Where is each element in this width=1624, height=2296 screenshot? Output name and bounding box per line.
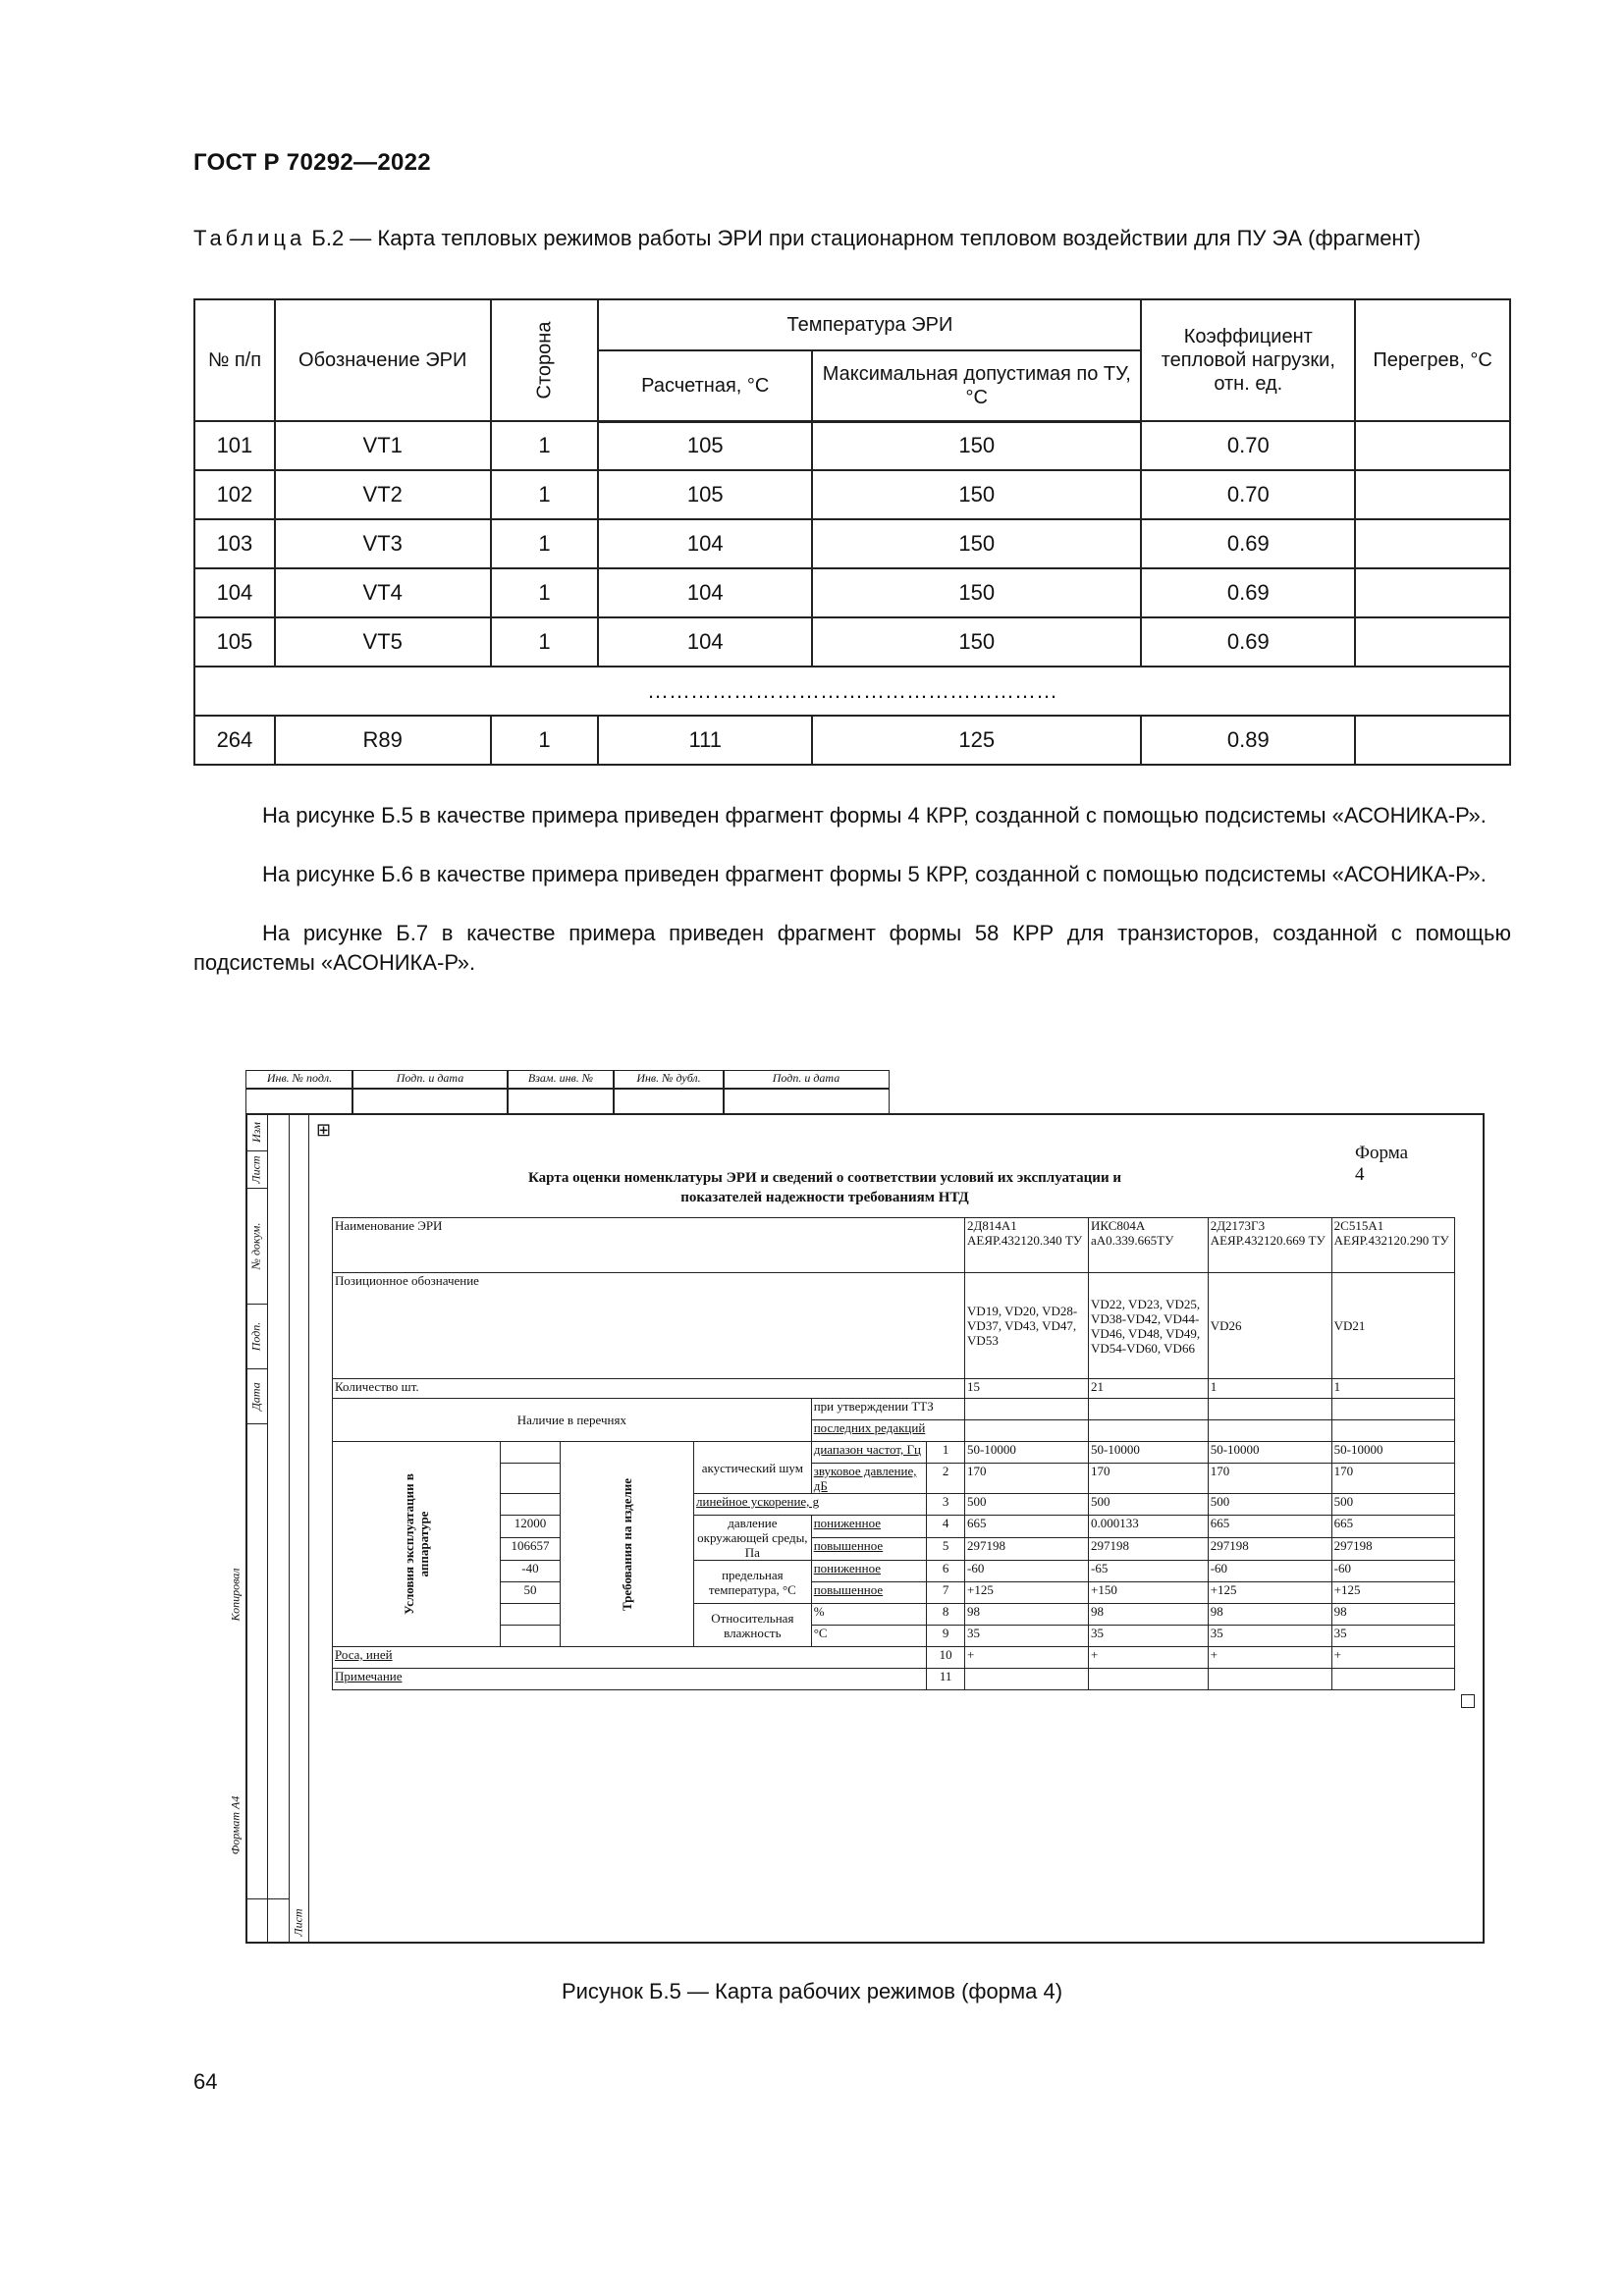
humidity-label: Относительная влажность	[694, 1604, 812, 1647]
stamp-replace-inv: Взам. инв. №	[507, 1070, 615, 1090]
header-calc: Расчетная, °С	[598, 350, 812, 421]
empty-cell	[1331, 1399, 1454, 1420]
row-num: 5	[927, 1538, 965, 1561]
cell-side: 1	[491, 519, 599, 568]
side-label-sheet-bottom	[289, 1904, 308, 1940]
qty-col-1: 15	[965, 1379, 1089, 1399]
value-cell: +150	[1089, 1582, 1209, 1604]
side-label-doc-num	[245, 1211, 267, 1280]
value-cell: +	[1331, 1647, 1454, 1669]
lists-sub-ttz: при утверждении ТТЗ	[811, 1399, 964, 1420]
ellipsis-cell: …………………………………………………	[194, 667, 1510, 716]
stamp-inv-dup: Инв. № дубл.	[613, 1070, 725, 1090]
cell-max: 150	[812, 470, 1141, 519]
form-4-table	[332, 1217, 1455, 1690]
side-label-text: Подп.	[248, 1321, 263, 1351]
header-coef: Коэффициент тепловой нагрузки, отн. ед.	[1141, 299, 1355, 421]
row-num: 6	[927, 1561, 965, 1582]
page-number: 64	[193, 2069, 218, 2094]
cell-coef: 0.69	[1141, 519, 1355, 568]
resize-handle-icon[interactable]	[1461, 1694, 1475, 1708]
cell-max: 150	[812, 421, 1141, 470]
note-label: Примечание	[333, 1669, 927, 1690]
increased-label: повышенное	[811, 1538, 927, 1561]
value-cell: 297198	[965, 1538, 1089, 1561]
header-temp-group: Температура ЭРИ	[598, 299, 1141, 350]
cell-overheat	[1355, 470, 1510, 519]
empty-cell	[965, 1420, 1089, 1442]
freq-range-label: диапазон частот, Гц	[811, 1442, 927, 1464]
limit-temp-label: предельная температура, °С	[694, 1561, 812, 1604]
empty-cell	[1089, 1420, 1209, 1442]
header-max: Максимальная допустимая по ТУ, °С	[812, 350, 1141, 421]
stripe-divider	[308, 1113, 309, 1944]
dew-label: Роса, иней	[333, 1647, 927, 1669]
cell-overheat	[1355, 519, 1510, 568]
table-row	[194, 519, 1510, 568]
row-num: 3	[927, 1494, 965, 1516]
value-cell: -60	[965, 1561, 1089, 1582]
value-cell	[1331, 1669, 1454, 1690]
side-label-format	[216, 1781, 255, 1869]
cell-calc: 104	[598, 617, 812, 667]
value-cell: 500	[1208, 1494, 1331, 1516]
side-label-text: Копировал	[228, 1568, 243, 1621]
thermal-modes-table	[193, 298, 1511, 766]
value-cell: 170	[1331, 1464, 1454, 1494]
cell-num: 104	[194, 568, 275, 617]
side-label-text: Лист	[291, 1907, 305, 1937]
cond-value: -40	[501, 1561, 561, 1582]
row-num: 9	[927, 1626, 965, 1647]
value-cell: +125	[1208, 1582, 1331, 1604]
header-side-text: Сторона	[533, 321, 556, 400]
value-cell: 98	[1331, 1604, 1454, 1626]
header-side	[491, 299, 599, 421]
cell-overheat	[1355, 716, 1510, 765]
header-overheat: Перегрев, °С	[1355, 299, 1510, 421]
cond-value: 106657	[501, 1538, 561, 1561]
paragraph-fig-b7: На рисунке Б.7 в качестве примера приведен фрагмент формы 58 КРР для транзисторов, созданной с помощью подсистемы «АСОНИКА-Р».	[193, 921, 1511, 975]
value-cell: +	[1089, 1647, 1209, 1669]
side-label-text: Формат А4	[228, 1795, 243, 1854]
cell-calc: 104	[598, 568, 812, 617]
value-cell: 297198	[1331, 1538, 1454, 1561]
value-cell: 0.000133	[1089, 1516, 1209, 1538]
requirements-label-text: Требования на изделие	[619, 1477, 634, 1611]
cell-overheat	[1355, 568, 1510, 617]
value-cell: -60	[1208, 1561, 1331, 1582]
value-cell: 500	[1089, 1494, 1209, 1516]
cond-value-empty	[501, 1626, 561, 1647]
row-num: 8	[927, 1604, 965, 1626]
stripe-divider	[289, 1113, 290, 1944]
value-cell: 98	[1089, 1604, 1209, 1626]
cell-calc: 105	[598, 421, 812, 470]
cell-designation: VT5	[275, 617, 491, 667]
cell-overheat	[1355, 617, 1510, 667]
cell-max: 125	[812, 716, 1141, 765]
cell-coef: 0.69	[1141, 617, 1355, 667]
empty-cell	[1089, 1399, 1209, 1420]
cell-side: 1	[491, 568, 599, 617]
table-row	[194, 421, 1510, 470]
stamp-inv-orig: Инв. № подл.	[245, 1070, 353, 1090]
empty-cell	[1208, 1420, 1331, 1442]
value-cell: +125	[1331, 1582, 1454, 1604]
value-cell: 98	[965, 1604, 1089, 1626]
value-cell: 665	[1208, 1516, 1331, 1538]
cond-value-empty	[501, 1464, 561, 1494]
stripe-divider	[245, 1423, 267, 1424]
cond-value-empty	[501, 1604, 561, 1626]
cond-value-empty	[501, 1442, 561, 1464]
row-num: 1	[927, 1442, 965, 1464]
sound-pressure-label: звуковое давление, дБ	[811, 1464, 927, 1494]
form-number-label: Форма 4	[1355, 1143, 1409, 1185]
expand-plus-icon[interactable]: ⊞	[316, 1120, 332, 1140]
header-designation: Обозначение ЭРИ	[275, 299, 491, 421]
stamp-box	[352, 1088, 509, 1115]
row-num: 4	[927, 1516, 965, 1538]
stamp-sign-date-2: Подп. и дата	[723, 1070, 890, 1090]
value-cell: 35	[1208, 1626, 1331, 1647]
form-title	[334, 1168, 1316, 1207]
cell-designation: VT3	[275, 519, 491, 568]
value-cell: 500	[1331, 1494, 1454, 1516]
cond-value-empty	[501, 1494, 561, 1516]
cell-designation: R89	[275, 716, 491, 765]
cell-num: 103	[194, 519, 275, 568]
side-label-date	[245, 1374, 267, 1417]
row-num: 10	[927, 1647, 965, 1669]
cell-num: 264	[194, 716, 275, 765]
cell-coef: 0.70	[1141, 421, 1355, 470]
stamp-sign-date: Подп. и дата	[352, 1070, 509, 1090]
empty-cell	[1331, 1420, 1454, 1442]
ambient-pressure-label: давление окружающей среды, Па	[694, 1516, 812, 1561]
cell-side: 1	[491, 617, 599, 667]
conditions-label	[333, 1442, 501, 1647]
name-label: Наименование ЭРИ	[333, 1218, 965, 1273]
table-row	[194, 568, 1510, 617]
cell-num: 105	[194, 617, 275, 667]
reduced-label: пониженное	[811, 1561, 927, 1582]
percent-label: %	[811, 1604, 927, 1626]
cond-value: 50	[501, 1582, 561, 1604]
cell-coef: 0.89	[1141, 716, 1355, 765]
value-cell	[1089, 1669, 1209, 1690]
value-cell: 35	[1089, 1626, 1209, 1647]
value-cell: 50-10000	[1208, 1442, 1331, 1464]
row-num: 7	[927, 1582, 965, 1604]
value-cell: 170	[1089, 1464, 1209, 1494]
ellipsis-row	[194, 667, 1510, 716]
value-cell: +125	[965, 1582, 1089, 1604]
qty-label: Количество шт.	[333, 1379, 965, 1399]
name-col-4: 2С515А1 АЕЯР.432120.290 ТУ	[1331, 1218, 1454, 1273]
side-label-text: Лист	[248, 1154, 263, 1184]
side-label-text: № докум.	[248, 1222, 263, 1269]
cond-value: 12000	[501, 1516, 561, 1538]
qty-col-4: 1	[1331, 1379, 1454, 1399]
stamp-box	[723, 1088, 890, 1115]
lists-label: Наличие в перечнях	[333, 1399, 812, 1442]
side-label-sheet	[245, 1154, 267, 1184]
cell-num: 102	[194, 470, 275, 519]
cell-overheat	[1355, 421, 1510, 470]
linear-accel-label: линейное ускорение, g	[694, 1494, 927, 1516]
value-cell: +	[965, 1647, 1089, 1669]
stripe-divider	[245, 1188, 267, 1189]
empty-cell	[1208, 1399, 1331, 1420]
table-caption	[193, 224, 1511, 253]
value-cell: 35	[965, 1626, 1089, 1647]
form-title-line-1: Карта оценки номенклатуры ЭРИ и сведений о соответствии условий их эксплуатации и	[528, 1170, 1121, 1186]
value-cell	[1208, 1669, 1331, 1690]
cell-max: 150	[812, 568, 1141, 617]
cell-coef: 0.69	[1141, 568, 1355, 617]
side-label-text: Дата	[248, 1381, 263, 1411]
name-col-3: 2Д2173Г3 АЕЯР.432120.669 ТУ	[1208, 1218, 1331, 1273]
stripe-divider	[245, 1304, 267, 1305]
name-col-2: ИКС804А аА0.339.665ТУ	[1089, 1218, 1209, 1273]
cell-designation: VT4	[275, 568, 491, 617]
side-label-sign	[245, 1309, 267, 1362]
value-cell: 170	[965, 1464, 1089, 1494]
value-cell: 98	[1208, 1604, 1331, 1626]
table-caption-prefix: Таблица	[193, 226, 306, 250]
stripe-divider	[245, 1368, 267, 1369]
cell-side: 1	[491, 421, 599, 470]
value-cell: -65	[1089, 1561, 1209, 1582]
value-cell: 170	[1208, 1464, 1331, 1494]
stamp-box	[613, 1088, 725, 1115]
cell-calc: 111	[598, 716, 812, 765]
reduced-label: пониженное	[811, 1516, 927, 1538]
lists-sub-recent: последних редакций	[811, 1420, 964, 1442]
table-caption-text: Б.2 — Карта тепловых режимов работы ЭРИ при стационарном тепловом воздействии для ПУ ЭА (фрагмент)	[311, 226, 1421, 250]
cell-designation: VT1	[275, 421, 491, 470]
stripe-divider	[245, 1150, 267, 1151]
form-title-line-2: показателей надежности требованиям НТД	[680, 1190, 969, 1205]
row-num: 2	[927, 1464, 965, 1494]
cell-side: 1	[491, 716, 599, 765]
position-col-3: VD26	[1208, 1273, 1331, 1379]
cell-max: 150	[812, 519, 1141, 568]
value-cell: 665	[965, 1516, 1089, 1538]
paragraph-fig-b5: На рисунке Б.5 в качестве примера приведен фрагмент формы 4 КРР, созданной с помощью подсистемы «АСОНИКА-Р».	[262, 803, 1487, 828]
qty-col-3: 1	[1208, 1379, 1331, 1399]
position-col-2: VD22, VD23, VD25, VD38-VD42, VD44-VD46, VD48, VD49, VD54-VD60, VD66	[1089, 1273, 1209, 1379]
name-col-1: 2Д814А1 АЕЯР.432120.340 ТУ	[965, 1218, 1089, 1273]
cell-max: 150	[812, 617, 1141, 667]
figure-caption: Рисунок Б.5 — Карта рабочих режимов (форма 4)	[561, 1979, 1063, 2003]
cell-calc: 104	[598, 519, 812, 568]
value-cell: +	[1208, 1647, 1331, 1669]
stamp-box	[245, 1088, 353, 1115]
deg-label: °С	[811, 1626, 927, 1647]
value-cell: 50-10000	[1331, 1442, 1454, 1464]
value-cell: 50-10000	[1089, 1442, 1209, 1464]
empty-cell	[965, 1399, 1089, 1420]
stripe-divider	[267, 1113, 268, 1944]
document-code: ГОСТ Р 70292—2022	[193, 149, 431, 176]
left-stripe	[228, 1113, 310, 1944]
acoustic-label: акустический шум	[694, 1442, 812, 1494]
value-cell: 35	[1331, 1626, 1454, 1647]
side-label-change	[245, 1117, 267, 1147]
paragraph-fig-b6: На рисунке Б.6 в качестве примера приведен фрагмент формы 5 КРР, созданной с помощью подсистемы «АСОНИКА-Р».	[262, 862, 1487, 886]
cell-side: 1	[491, 470, 599, 519]
cell-designation: VT2	[275, 470, 491, 519]
stripe-divider	[245, 1898, 289, 1899]
position-label: Позиционное обозначение	[333, 1273, 965, 1379]
cell-num: 101	[194, 421, 275, 470]
side-label-copied	[216, 1545, 255, 1643]
cell-coef: 0.70	[1141, 470, 1355, 519]
position-col-1: VD19, VD20, VD28-VD37, VD43, VD47, VD53	[965, 1273, 1089, 1379]
requirements-label	[560, 1442, 693, 1647]
position-col-4: VD21	[1331, 1273, 1454, 1379]
conditions-label-text: Условия эксплуатации в аппаратуре	[402, 1473, 431, 1615]
value-cell	[965, 1669, 1089, 1690]
value-cell: 297198	[1208, 1538, 1331, 1561]
row-num: 11	[927, 1669, 965, 1690]
value-cell: 500	[965, 1494, 1089, 1516]
value-cell: -60	[1331, 1561, 1454, 1582]
table-row	[194, 716, 1510, 765]
table-row	[194, 470, 1510, 519]
stamp-box	[507, 1088, 615, 1115]
value-cell: 50-10000	[965, 1442, 1089, 1464]
header-num: № п/п	[194, 299, 275, 421]
side-label-text: Изм	[248, 1121, 263, 1143]
value-cell: 665	[1331, 1516, 1454, 1538]
value-cell: 297198	[1089, 1538, 1209, 1561]
cell-calc: 105	[598, 470, 812, 519]
table-row	[194, 617, 1510, 667]
stamp-strip	[245, 1070, 890, 1115]
qty-col-2: 21	[1089, 1379, 1209, 1399]
increased-label: повышенное	[811, 1582, 927, 1604]
